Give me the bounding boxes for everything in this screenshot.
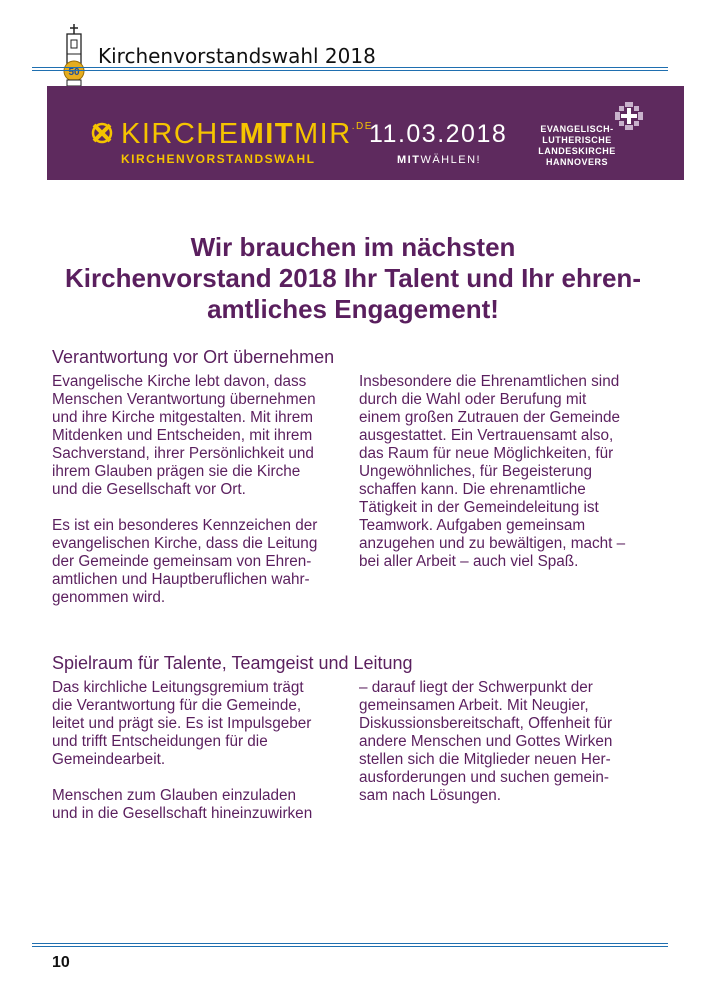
church-line-3: LANDESKIRCHE	[538, 146, 616, 156]
section2-left-column	[52, 679, 312, 823]
text-line: Menschen Verantwortung übernehmen	[52, 391, 316, 408]
text-line: ihrem Glauben prägen sie die Kirche	[52, 463, 301, 480]
section1-left-para2	[52, 517, 317, 607]
header-title: Kirchenvorstandswahl 2018	[98, 44, 376, 68]
section2-right-para1	[359, 679, 612, 805]
text-line: die Verantwortung für die Gemeinde,	[52, 697, 302, 714]
brand-tld: .DE	[351, 121, 373, 132]
page-headline	[30, 232, 676, 325]
section1-right-para1	[359, 373, 625, 571]
text-line: stellen sich die Mitglieder neuen Her-	[359, 751, 611, 768]
section1-left-para1	[52, 373, 317, 499]
text-line: und in die Gesellschaft hineinzuwirken	[52, 805, 313, 822]
tagline-waehlen: WÄHLEN!	[420, 154, 482, 166]
text-line: der Gemeinde gemeinsam von Ehren-	[52, 553, 312, 570]
headline-line-3: amtliches Engagement!	[207, 294, 499, 324]
text-line: Evangelische Kirche lebt davon, dass	[52, 373, 307, 390]
brand-part-mit: MIT	[239, 118, 295, 150]
text-line: Menschen zum Glauben einzuladen	[52, 787, 297, 804]
text-line: Diskussionsbereitschaft, Offenheit für	[359, 715, 613, 732]
text-line: einem großen Zutrauen der Gemeinde	[359, 409, 621, 426]
text-line: das Raum für neue Möglichkeiten, für	[359, 445, 614, 462]
page-number: 10	[52, 954, 70, 971]
section2-left-para1	[52, 679, 312, 769]
text-line: Mitdenken und Entscheiden, mit ihrem	[52, 427, 313, 444]
campaign-tagline	[397, 154, 481, 166]
text-line: und trifft Entscheidungen für die	[52, 733, 268, 750]
headline-line-1: Wir brauchen im nächsten	[190, 232, 516, 262]
text-line: genommen wird.	[52, 589, 166, 606]
anniversary-badge: 50	[68, 67, 80, 78]
text-line: amtlichen und Hauptberuflichen wahr-	[52, 571, 310, 588]
text-line: ausforderungen und suchen gemein-	[359, 769, 610, 786]
section1-heading: Verantwortung vor Ort übernehmen	[52, 347, 335, 367]
header-rule-bottom	[32, 70, 668, 71]
tagline-mit: MIT	[397, 154, 421, 166]
text-line: schaffen kann. Die ehrenamtliche	[359, 481, 586, 498]
text-line: bei aller Arbeit – auch viel Spaß.	[359, 553, 579, 570]
text-line: Sachverstand, ihrer Persönlichkeit und	[52, 445, 314, 462]
text-line: leitet und prägt sie. Es ist Impulsgeber	[52, 715, 312, 732]
church-line-2: LUTHERISCHE	[542, 135, 612, 145]
text-line: Das kirchliche Leitungsgremium trägt	[52, 679, 304, 696]
text-line: und ihre Kirche mitgestalten. Mit ihrem	[52, 409, 314, 426]
text-line: anzugehen und zu bewältigen, macht –	[359, 535, 626, 552]
section2-heading: Spielraum für Talente, Teamgeist und Leitung	[52, 653, 413, 673]
campaign-banner	[47, 86, 684, 180]
section1-left-column	[52, 373, 317, 607]
brand-part-mir: MIR	[294, 118, 352, 150]
section2-right-column	[359, 679, 612, 805]
headline-line-2: Kirchenvorstand 2018 Ihr Talent und Ihr ehren-	[65, 263, 641, 293]
ballot-x-icon	[91, 122, 113, 144]
text-line: andere Menschen und Gottes Wirken	[359, 733, 613, 750]
landeskirche-name	[517, 124, 637, 168]
text-line: Insbesondere die Ehrenamtlichen sind	[359, 373, 620, 390]
text-line: Es ist ein besonderes Kennzeichen der	[52, 517, 318, 534]
text-line: Tätigkeit in der Gemeindeleitung ist	[359, 499, 599, 516]
footer-rule-bottom	[32, 946, 668, 947]
text-line: – darauf liegt der Schwerpunkt der	[359, 679, 593, 696]
footer-rule-top	[32, 943, 668, 944]
election-date: 11.03.2018	[369, 120, 508, 148]
text-line: gemeinsamen Arbeit. Mit Neugier,	[359, 697, 589, 714]
text-line: sam nach Lösungen.	[359, 787, 502, 804]
text-line: Teamwork. Aufgaben gemeinsam	[359, 517, 586, 534]
brand-part-kirche: KIRCHE	[121, 118, 240, 150]
text-line: und die Gesellschaft vor Ort.	[52, 481, 246, 498]
header-rule-top	[32, 67, 668, 68]
section1-right-column	[359, 373, 625, 571]
section2-left-para2	[52, 787, 312, 823]
church-anniversary-icon	[60, 24, 88, 86]
text-line: ausgestattet. Ein Vertrauensamt also,	[359, 427, 614, 444]
text-line: Ungewöhnliches, für Begeisterung	[359, 463, 592, 480]
campaign-subtitle: KIRCHENVORSTANDSWAHL	[121, 152, 316, 166]
text-line: durch die Wahl oder Berufung mit	[359, 391, 587, 408]
text-line: Gemeindearbeit.	[52, 751, 166, 768]
church-line-4: HANNOVERS	[545, 157, 608, 167]
church-line-1: EVANGELISCH-	[540, 124, 614, 134]
text-line: evangelischen Kirche, dass die Leitung	[52, 535, 318, 552]
campaign-brand	[121, 118, 373, 151]
